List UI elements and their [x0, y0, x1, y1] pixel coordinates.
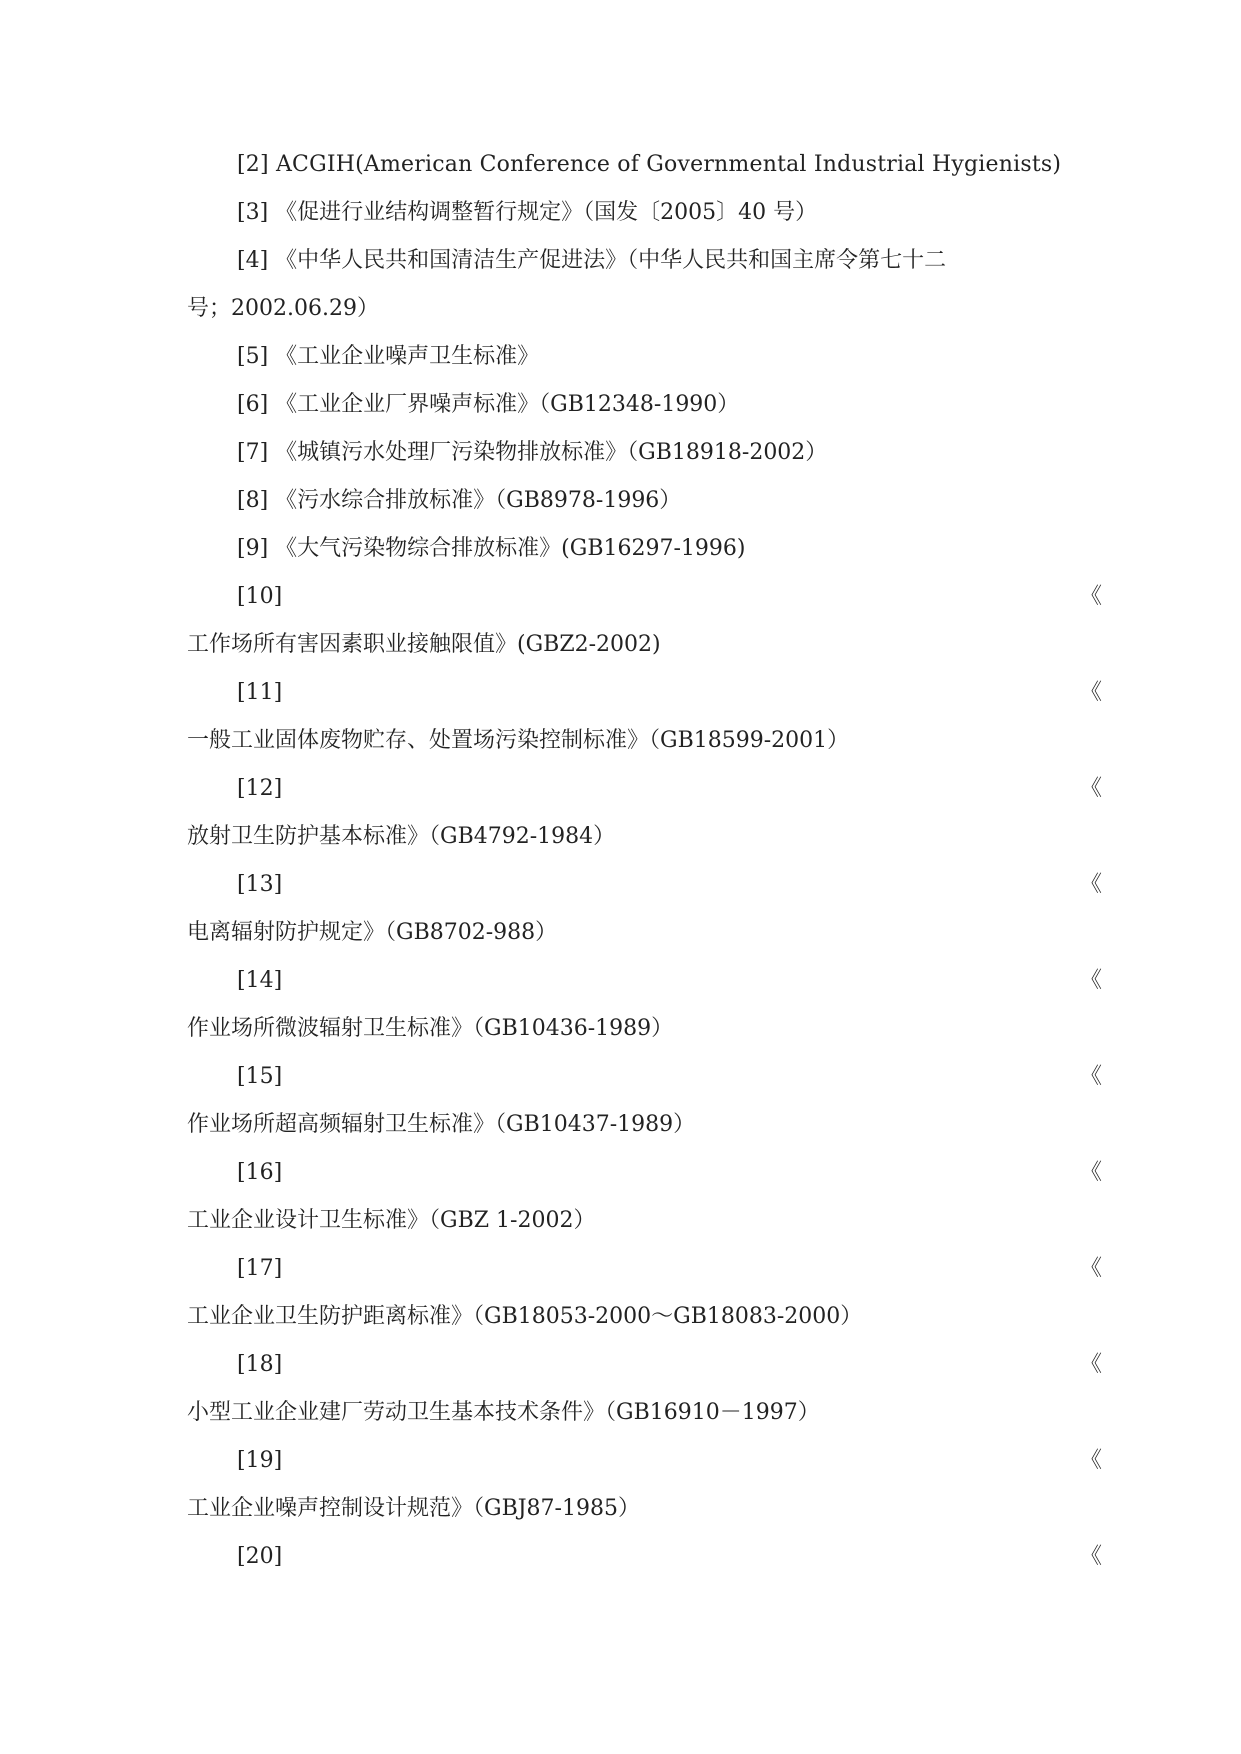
reference-11-header — [237, 678, 1102, 708]
reference-number: [12] — [237, 776, 283, 801]
reference-number: [19] — [237, 1448, 283, 1473]
reference-18-text: 小型工业企业建厂劳动卫生基本技术条件》（GB16910－1997） — [187, 1400, 820, 1425]
reference-11-text: 一般工业固体废物贮存、处置场污染控制标准》（GB18599-2001） — [187, 728, 850, 753]
reference-number: [13] — [237, 872, 283, 897]
reference-13-header — [237, 870, 1102, 900]
reference-6: [6] 《工业企业厂界噪声标准》（GB12348-1990） — [237, 392, 740, 417]
title-open-bracket: 《 — [1079, 1064, 1102, 1089]
reference-7: [7] 《城镇污水处理厂污染物排放标准》（GB18918-2002） — [237, 440, 828, 465]
title-open-bracket: 《 — [1079, 968, 1102, 993]
reference-number: [16] — [237, 1160, 283, 1185]
reference-number: [10] — [237, 584, 283, 609]
reference-number: [17] — [237, 1256, 283, 1281]
reference-14-text: 作业场所微波辐射卫生标准》（GB10436-1989） — [187, 1016, 674, 1041]
reference-16-header — [237, 1158, 1102, 1188]
reference-18-header — [237, 1350, 1102, 1380]
reference-16-text: 工业企业设计卫生标准》（GBZ 1-2002） — [187, 1208, 596, 1233]
reference-13-text: 电离辐射防护规定》（GB8702-988） — [187, 920, 558, 945]
reference-3: [3] 《促进行业结构调整暂行规定》（国发〔2005〕40 号） — [237, 200, 818, 225]
reference-9: [9] 《大气污染物综合排放标准》(GB16297-1996) — [237, 536, 746, 561]
reference-number: [15] — [237, 1064, 283, 1089]
reference-number: [11] — [237, 680, 283, 705]
reference-17-header — [237, 1254, 1102, 1284]
title-open-bracket: 《 — [1079, 1256, 1102, 1281]
reference-12-header — [237, 774, 1102, 804]
reference-10-text: 工作场所有害因素职业接触限值》(GBZ2-2002) — [187, 632, 661, 657]
reference-17-text: 工业企业卫生防护距离标准》（GB18053-2000～GB18083-2000） — [187, 1304, 863, 1329]
title-open-bracket: 《 — [1079, 1448, 1102, 1473]
title-open-bracket: 《 — [1079, 1160, 1102, 1185]
title-open-bracket: 《 — [1079, 776, 1102, 801]
reference-number: [18] — [237, 1352, 283, 1377]
reference-19-header — [237, 1446, 1102, 1476]
title-open-bracket: 《 — [1079, 680, 1102, 705]
reference-19-text: 工业企业噪声控制设计规范》（GBJ87-1985） — [187, 1496, 640, 1521]
title-open-bracket: 《 — [1079, 872, 1102, 897]
reference-12-text: 放射卫生防护基本标准》（GB4792-1984） — [187, 824, 616, 849]
reference-4-line-2: 号；2002.06.29） — [187, 296, 379, 321]
reference-8: [8] 《污水综合排放标准》（GB8978-1996） — [237, 488, 682, 513]
reference-15-header — [237, 1062, 1102, 1092]
title-open-bracket: 《 — [1079, 584, 1102, 609]
reference-10-header — [237, 582, 1102, 612]
title-open-bracket: 《 — [1079, 1352, 1102, 1377]
reference-5: [5] 《工业企业噪声卫生标准》 — [237, 344, 540, 369]
reference-number: [20] — [237, 1544, 283, 1569]
reference-20-header — [237, 1542, 1102, 1572]
reference-15-text: 作业场所超高频辐射卫生标准》（GB10437-1989） — [187, 1112, 696, 1137]
reference-14-header — [237, 966, 1102, 996]
title-open-bracket: 《 — [1079, 1544, 1102, 1569]
reference-number: [14] — [237, 968, 283, 993]
reference-2: [2] ACGIH(American Conference of Governmental Industrial Hygienists) — [237, 152, 1062, 177]
reference-4-line-1: [4] 《中华人民共和国清洁生产促进法》（中华人民共和国主席令第七十二 — [237, 248, 947, 273]
